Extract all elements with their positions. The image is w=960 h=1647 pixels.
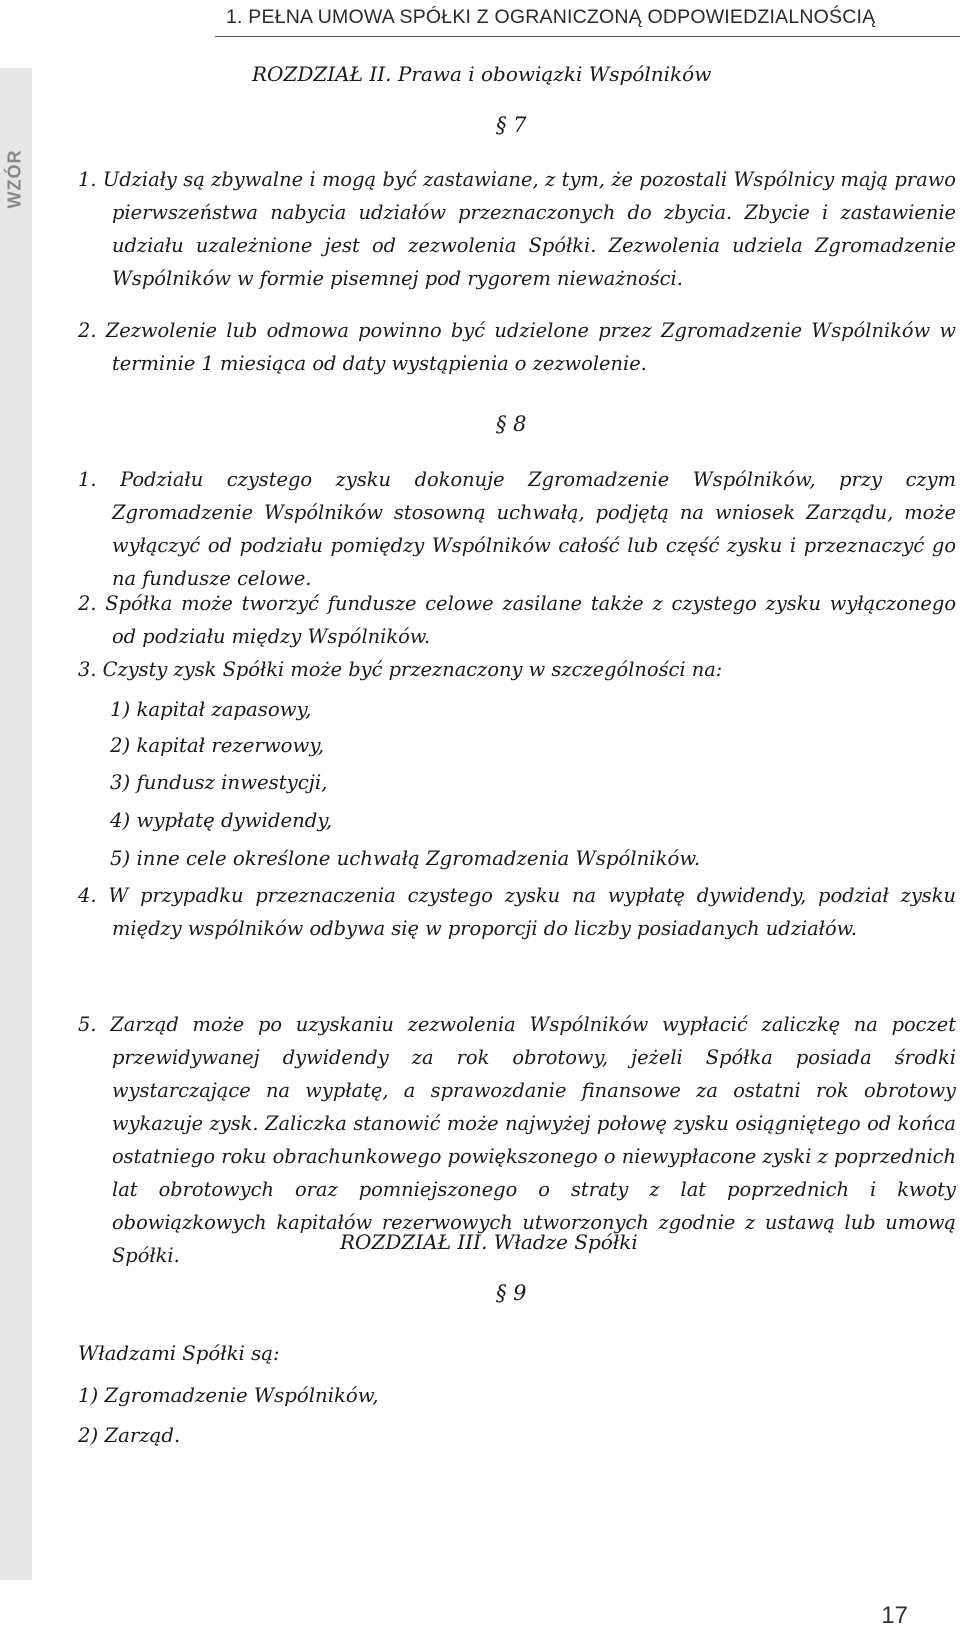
side-tab [0,68,32,1580]
chapter-3-heading: ROZDZIAŁ III. Władze Spółki [340,1230,638,1254]
section-9-heading: § 9 [496,1281,527,1305]
s9-intro: Władzami Spółki są: [78,1342,280,1365]
s8-list-item: 4) wypłatę dywidendy, [110,809,333,832]
chapter-2-heading: ROZDZIAŁ II. Prawa i obowiązki Wspólników [252,62,712,86]
s8-list-item: 1) kapitał zapasowy, [110,698,312,721]
s8-paragraph-1: 1. Podziału czystego zysku dokonuje Zgromadzenie Wspólników, przy czym Zgromadzenie Wspólników stosowną uchwałą, podjętą na wniosek Zarządu, może wyłączyć od podziału pomiędzy Wspólników całość lub część zysku i przeznaczyć go na fundusze celowe. [78,468,956,590]
s9-list-item: 1) Zgromadzenie Wspólników, [78,1384,379,1407]
s8-list-item: 2) kapitał rezerwowy, [110,734,325,757]
s8-paragraph-3: 3. Czysty zysk Spółki może być przeznaczony w szczególności na: [78,658,723,681]
s8-paragraph-4: 4. W przypadku przeznaczenia czystego zysku na wypłatę dywidendy, podział zysku między wspólników odbywa się w proporcji do liczby posiadanych udziałów. [78,884,956,940]
side-tab-label: WZÓR [4,149,25,209]
header-rule [215,36,960,37]
s7-paragraph-2: 2. Zezwolenie lub odmowa powinno być udzielone przez Zgromadzenie Wspólników w terminie 1 miesiąca od daty wystąpienia o zezwolenie. [78,319,956,375]
s8-list-item: 5) inne cele określone uchwałą Zgromadzenia Wspólników. [110,847,701,870]
s8-paragraph-2: 2. Spółka może tworzyć fundusze celowe zasilane także z czystego zysku wyłączonego od podziału między Wspólników. [78,592,956,648]
running-header: 1. PEŁNA UMOWA SPÓŁKI Z OGRANICZONĄ ODPOWIEDZIALNOŚCIĄ [226,6,876,28]
s8-list-item: 3) fundusz inwestycji, [110,771,328,794]
s8-paragraph-5: 5. Zarząd może po uzyskaniu zezwolenia Wspólników wypłacić zaliczkę na poczet przewidywanej dywidendy za rok obrotowy, jeżeli Spółka posiada środki wystarczające na wypłatę, a sprawozdanie finansowe za ostatni rok obrotowy wykazuje zysk. Zaliczka stanowić może najwyżej połowę zysku osiągniętego od końca ostatniego roku obrachunkowego powiększonego o niewypłacone zyski z poprzednich lat obrotowych oraz pomniejszonego o straty z lat poprzednich i kwoty obowiązkowych kapitałów rezerwowych utworzonych zgodnie z ustawą lub umową Spółki. [78,1013,956,1267]
page-number: 17 [881,1602,908,1629]
section-7-heading: § 7 [496,113,527,137]
section-8-heading: § 8 [496,412,527,436]
s9-list-item: 2) Zarząd. [78,1424,181,1447]
s7-paragraph-1: 1. Udziały są zbywalne i mogą być zastawiane, z tym, że pozostali Wspólnicy mają prawo pierwszeństwa nabycia udziałów przeznaczonych do zbycia. Zbycie i zastawienie udziału uzależnione jest od zezwolenia Spółki. Zezwolenia udziela Zgromadzenie Wspólników w formie pisemnej pod rygorem nieważności. [78,168,956,290]
